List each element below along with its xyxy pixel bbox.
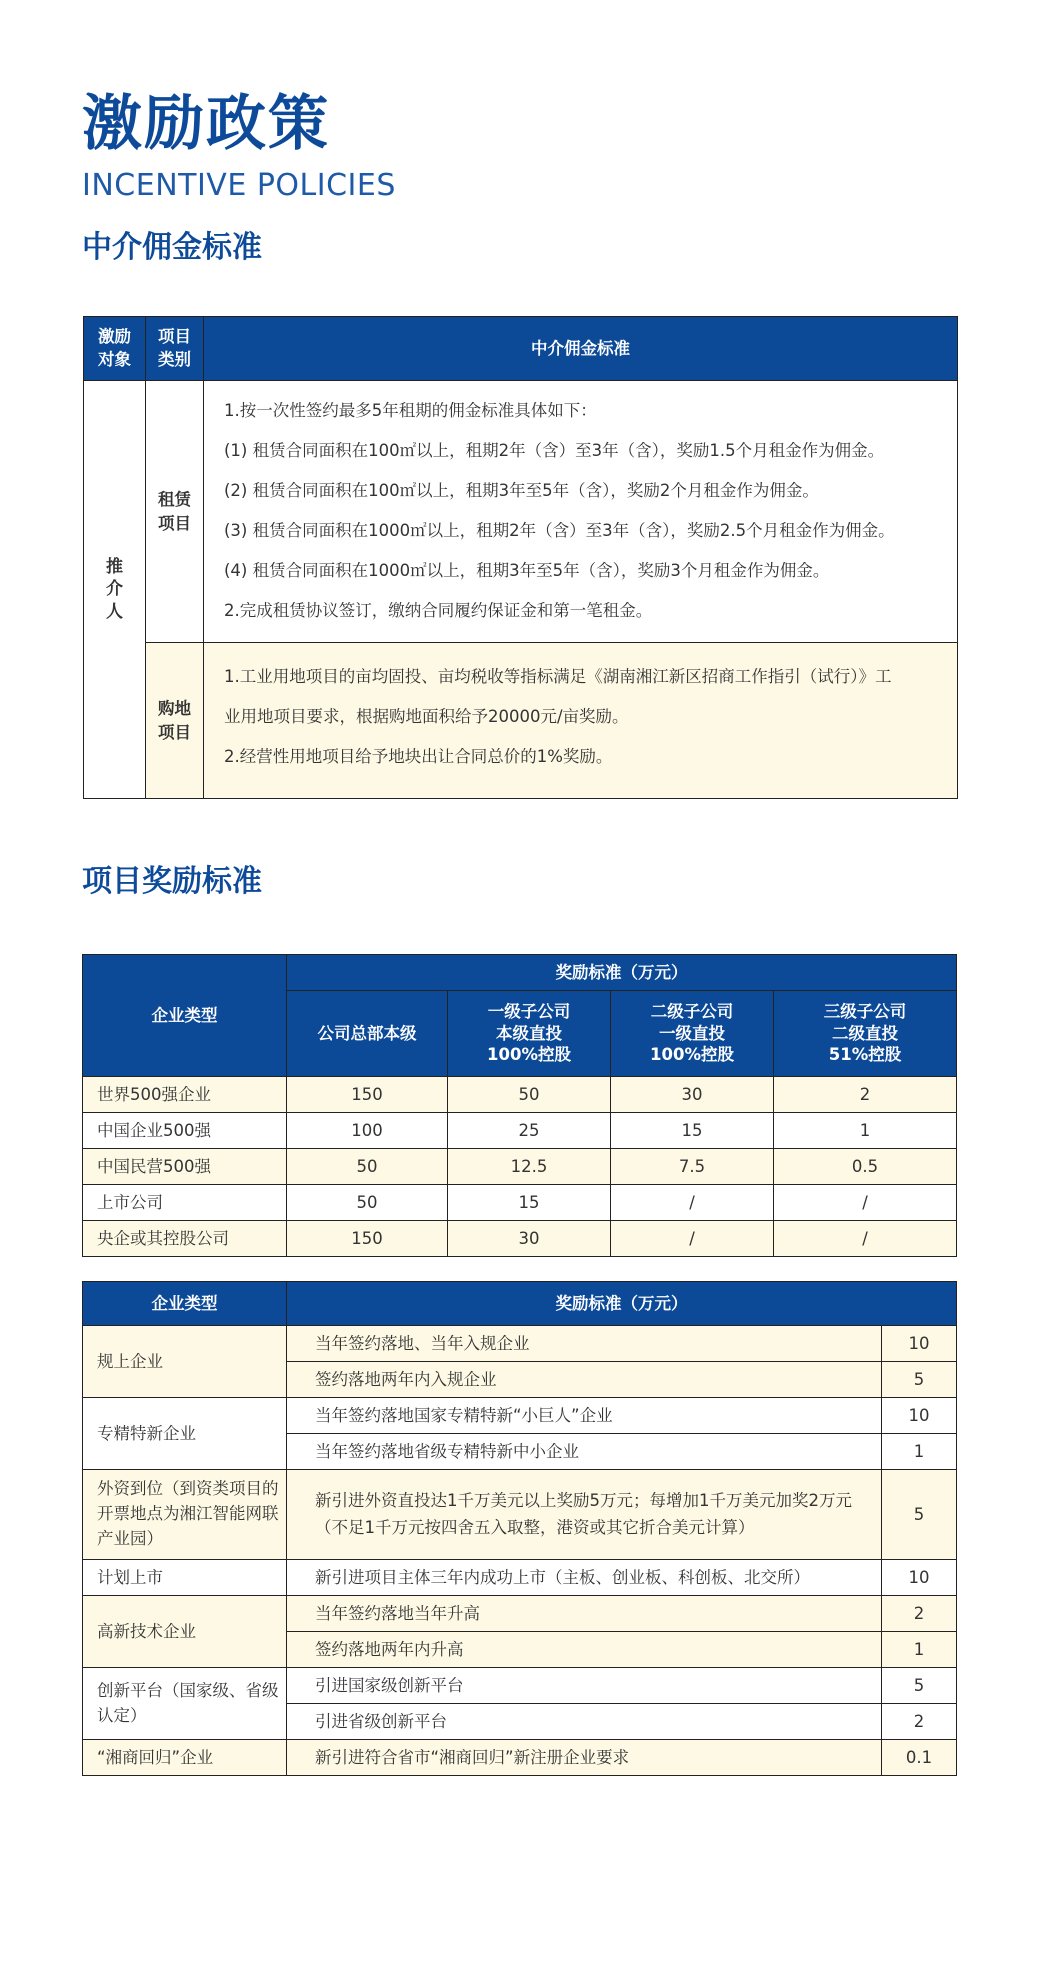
value-cell: 50 — [287, 1149, 448, 1185]
company-type: 计划上市 — [83, 1560, 287, 1596]
reward-desc: 新引进项目主体三年内成功上市（主板、创业板、科创板、北交所） — [287, 1560, 882, 1596]
header-reward-standard: 奖励标准（万元） — [287, 1282, 957, 1326]
company-type: 高新技术企业 — [83, 1596, 287, 1668]
reward-table-2 — [82, 1281, 957, 1776]
value-cell: 1 — [774, 1113, 957, 1149]
company-type: 专精特新企业 — [83, 1398, 287, 1470]
reward-value: 0.1 — [882, 1740, 957, 1776]
rental-standard-cell — [204, 381, 958, 643]
company-type: 创新平台（国家级、省级认定） — [83, 1668, 287, 1740]
table-row — [83, 1398, 957, 1434]
company-type: “湘商回归”企业 — [83, 1740, 287, 1776]
category-cell: 租赁项目 — [146, 381, 204, 643]
value-cell: / — [774, 1221, 957, 1257]
value-cell: 150 — [287, 1077, 448, 1113]
value-cell: 12.5 — [448, 1149, 611, 1185]
table-row — [83, 1221, 957, 1257]
value-cell: 2 — [774, 1077, 957, 1113]
company-type: 中国民营500强 — [83, 1149, 287, 1185]
reward-value: 2 — [882, 1704, 957, 1740]
rental-line: 1.按一次性签约最多5年租期的佣金标准具体如下： — [224, 401, 597, 420]
reward-value: 10 — [882, 1326, 957, 1362]
reward-desc: 新引进外资直投达1千万美元以上奖励5万元；每增加1千万美元加奖2万元（不足1千万元按四舍五入取整，港资或其它折合美元计算） — [287, 1470, 882, 1560]
value-cell: / — [774, 1185, 957, 1221]
value-cell: 15 — [448, 1185, 611, 1221]
rental-line: (3) 租赁合同面积在1000㎡以上，租期2年（含）至3年（含），奖励2.5个月租金作为佣金。 — [224, 521, 895, 540]
section-title-rewards: 项目奖励标准 — [82, 864, 262, 899]
reward-value: 2 — [882, 1596, 957, 1632]
table-row — [83, 1560, 957, 1596]
table-row — [83, 1149, 957, 1185]
reward-desc: 当年签约落地省级专精特新中小企业 — [287, 1434, 882, 1470]
table-row — [83, 1596, 957, 1632]
company-type: 世界500强企业 — [83, 1077, 287, 1113]
value-cell: / — [611, 1185, 774, 1221]
section-title-commission: 中介佣金标准 — [82, 230, 262, 265]
land-line: 业用地项目要求，根据购地面积给予20000元/亩奖励。 — [224, 707, 629, 726]
land-standard-cell — [204, 643, 958, 799]
company-type: 外资到位（到资类项目的开票地点为湘江智能网联产业园） — [83, 1470, 287, 1560]
company-type: 中国企业500强 — [83, 1113, 287, 1149]
value-cell: 150 — [287, 1221, 448, 1257]
page-title: 激励政策 — [82, 89, 330, 159]
header-reward-standard: 奖励标准（万元） — [287, 955, 957, 991]
table-row — [83, 1113, 957, 1149]
rental-line: (2) 租赁合同面积在100㎡以上，租期3年至5年（含），奖励2个月租金作为佣金。 — [224, 481, 819, 500]
value-cell: 30 — [448, 1221, 611, 1257]
value-cell: 100 — [287, 1113, 448, 1149]
value-cell: 30 — [611, 1077, 774, 1113]
value-cell: 7.5 — [611, 1149, 774, 1185]
value-cell: / — [611, 1221, 774, 1257]
company-type: 上市公司 — [83, 1185, 287, 1221]
company-type: 规上企业 — [83, 1326, 287, 1398]
header-category: 项目类别 — [146, 317, 204, 381]
table-row — [83, 1740, 957, 1776]
table-row — [83, 1185, 957, 1221]
reward-value: 10 — [882, 1560, 957, 1596]
commission-table — [83, 316, 958, 799]
reward-value: 1 — [882, 1434, 957, 1470]
reward-value: 10 — [882, 1398, 957, 1434]
reward-value: 5 — [882, 1470, 957, 1560]
page-subtitle: INCENTIVE POLICIES — [82, 168, 396, 203]
reward-value: 5 — [882, 1668, 957, 1704]
land-line: 1.工业用地项目的亩均固投、亩均税收等指标满足《湖南湘江新区招商工作指引（试行）》工 — [224, 667, 892, 686]
category-cell: 购地项目 — [146, 643, 204, 799]
value-cell: 15 — [611, 1113, 774, 1149]
value-cell: 0.5 — [774, 1149, 957, 1185]
reward-desc: 引进省级创新平台 — [287, 1704, 882, 1740]
target-cell: 推介人 — [84, 381, 146, 799]
land-line: 2.经营性用地项目给予地块出让合同总价的1%奖励。 — [224, 747, 613, 766]
reward-value: 1 — [882, 1632, 957, 1668]
rental-line: (1) 租赁合同面积在100㎡以上，租期2年（含）至3年（含），奖励1.5个月租金作为佣金。 — [224, 441, 885, 460]
col-header: 公司总部本级 — [287, 991, 448, 1077]
table-row — [83, 1326, 957, 1362]
reward-desc: 当年签约落地当年升高 — [287, 1596, 882, 1632]
table-row — [83, 1077, 957, 1113]
reward-desc: 签约落地两年内入规企业 — [287, 1362, 882, 1398]
value-cell: 50 — [448, 1077, 611, 1113]
table-row — [83, 1470, 957, 1560]
col-header: 一级子公司 本级直投 100%控股 — [448, 991, 611, 1077]
reward-table-1 — [82, 954, 957, 1257]
header-target: 激励对象 — [84, 317, 146, 381]
table-row — [83, 1668, 957, 1704]
header-standard: 中介佣金标准 — [204, 317, 958, 381]
company-type: 央企或其控股公司 — [83, 1221, 287, 1257]
value-cell: 25 — [448, 1113, 611, 1149]
reward-value: 5 — [882, 1362, 957, 1398]
reward-desc: 引进国家级创新平台 — [287, 1668, 882, 1704]
reward-desc: 签约落地两年内升高 — [287, 1632, 882, 1668]
value-cell: 50 — [287, 1185, 448, 1221]
header-company-type: 企业类型 — [83, 1282, 287, 1326]
col-header: 二级子公司 一级直投 100%控股 — [611, 991, 774, 1077]
rental-line: 2.完成租赁协议签订，缴纳合同履约保证金和第一笔租金。 — [224, 601, 653, 620]
reward-desc: 新引进符合省市“湘商回归”新注册企业要求 — [287, 1740, 882, 1776]
header-company-type: 企业类型 — [83, 955, 287, 1077]
reward-desc: 当年签约落地、当年入规企业 — [287, 1326, 882, 1362]
col-header: 三级子公司 二级直投 51%控股 — [774, 991, 957, 1077]
rental-line: (4) 租赁合同面积在1000㎡以上，租期3年至5年（含），奖励3个月租金作为佣金。 — [224, 561, 830, 580]
reward-desc: 当年签约落地国家专精特新“小巨人”企业 — [287, 1398, 882, 1434]
